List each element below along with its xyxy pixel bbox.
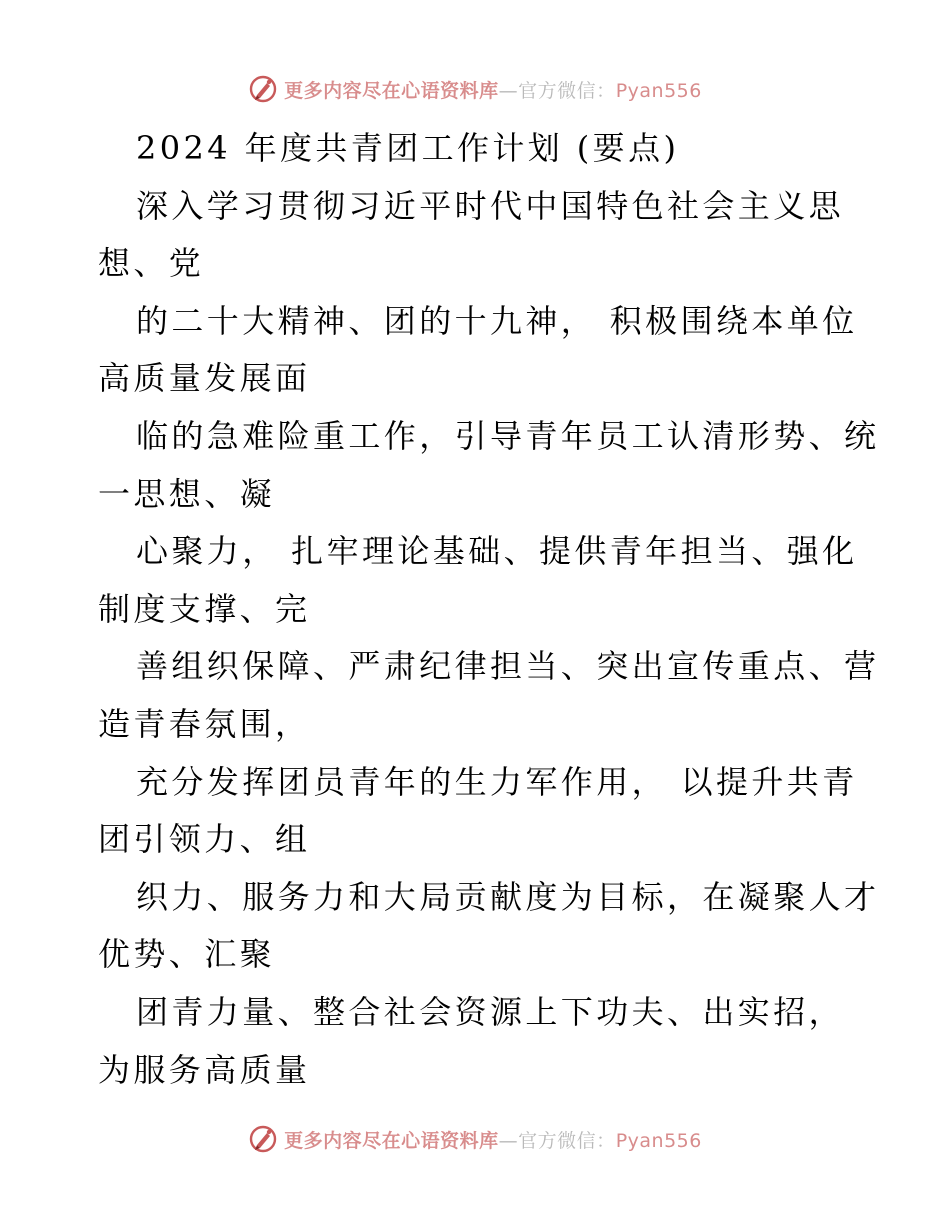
watermark-label: 官方微信： xyxy=(518,79,616,102)
watermark-label: 官方微信： xyxy=(518,1129,616,1152)
document-title: 2024 年度共青团工作计划 (要点) xyxy=(136,129,680,167)
watermark-dash: — xyxy=(498,1129,519,1152)
text-line: 深入学习贯彻习近平时代中国特色社会主义思 xyxy=(136,186,845,225)
text-line: 充分发挥团员青年的生力军作用， 以提升共青 xyxy=(136,762,858,801)
text-line: 造青春氛围， xyxy=(98,704,311,743)
text-line: 制度支撑、完 xyxy=(98,589,311,628)
document-body xyxy=(98,120,880,1099)
watermark-dash: — xyxy=(498,79,519,102)
text-line: 高质量发展面 xyxy=(98,359,311,398)
footer-watermark xyxy=(0,1122,950,1156)
header-watermark xyxy=(0,72,950,106)
text-line: 团青力量、整合社会资源上下功夫、出实招， xyxy=(136,992,845,1031)
text-line: 想、党 xyxy=(98,244,205,283)
watermark-brand: 更多内容尽在心语资料库 xyxy=(284,79,499,102)
pen-logo-icon xyxy=(248,1124,278,1154)
watermark-id: Pyan556 xyxy=(615,79,702,102)
text-line: 临的急难险重工作，引导青年员工认清形势、统 xyxy=(136,416,880,455)
text-line: 心聚力， 扎牢理论基础、提供青年担当、强化 xyxy=(136,532,858,571)
text-line: 团引领力、组 xyxy=(98,820,311,859)
watermark-id: Pyan556 xyxy=(615,1129,702,1152)
text-line: 织力、服务力和大局贡献度为目标，在凝聚人才 xyxy=(136,877,880,916)
watermark-brand: 更多内容尽在心语资料库 xyxy=(284,1129,499,1152)
pen-logo-icon xyxy=(248,74,278,104)
text-line: 善组织保障、严肃纪律担当、突出宣传重点、营 xyxy=(136,647,880,686)
text-line: 一思想、凝 xyxy=(98,474,276,513)
text-line: 为服务高质量 xyxy=(98,1050,311,1089)
watermark-text xyxy=(284,1126,702,1153)
text-line: 优势、汇聚 xyxy=(98,935,276,974)
text-line: 的二十大精神、团的十九神， 积极围绕本单位 xyxy=(136,301,858,340)
watermark-text xyxy=(284,76,702,103)
